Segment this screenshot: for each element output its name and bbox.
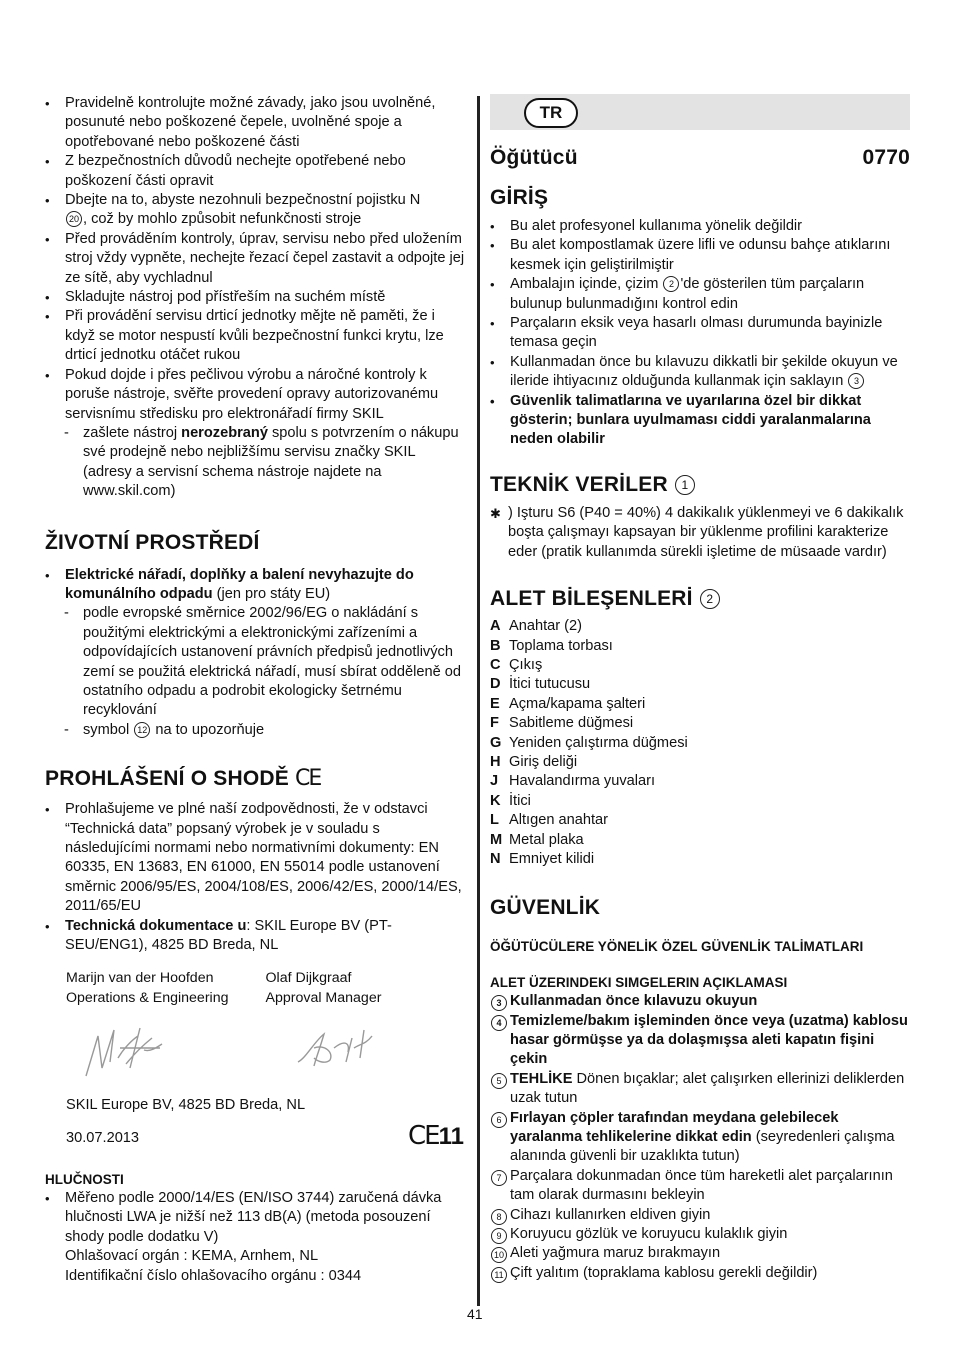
ref-number-icon: 1 bbox=[675, 475, 695, 495]
list-item: B Toplama torbası bbox=[490, 637, 613, 654]
list-item: 9 Koruyucu gözlük ve koruyucu kulaklık giyin bbox=[490, 1225, 910, 1244]
ref-number-icon: 3 bbox=[848, 373, 864, 389]
ref-number-icon: 9 bbox=[491, 1228, 507, 1244]
list-item: • Parçaların eksik veya hasarlı olması durumunda bayinizle temasa geçin bbox=[490, 314, 910, 353]
intro-list bbox=[490, 217, 910, 450]
list-item: K İtici bbox=[490, 792, 531, 809]
ref-number-icon: 12 bbox=[134, 722, 150, 738]
ref-number-icon: 11 bbox=[491, 1267, 507, 1283]
list-item: M Metal plaka bbox=[490, 831, 584, 848]
ref-number-icon: 5 bbox=[491, 1073, 507, 1089]
ce-mark-icon: CE bbox=[408, 1120, 439, 1151]
list-item: 5 TEHLİKE Dönen bıçaklar; alet çalışırken ellerinizi deliklerden uzak tutun bbox=[490, 1070, 910, 1109]
list-item: J Havalandırma yuvaları bbox=[490, 773, 656, 790]
ref-number-icon: 6 bbox=[491, 1112, 507, 1128]
list-item: 7 Parçalara dokunmadan önce tüm hareketli alet parçalarının tam olarak durmasını bekleyin bbox=[490, 1167, 910, 1206]
list-item: • Technická dokumentace u: SKIL Europe BV (PT-SEU/ENG1), 4825 BD Breda, NL bbox=[45, 917, 465, 956]
maintenance-list bbox=[45, 94, 465, 502]
list-item: • Z bezpečnostních důvodů nechejte opotřebené nebo poškození části opravit bbox=[45, 152, 465, 191]
list-item: 10 Aleti yağmura maruz bırakmayın bbox=[490, 1244, 910, 1263]
ce-mark-icon: CE bbox=[295, 766, 321, 792]
declaration-date: 30.07.2013 bbox=[66, 1130, 140, 1147]
ce-year-mark: CE11 bbox=[408, 1120, 464, 1151]
dash-item: - podle evropské směrnice 2002/96/EG o nakládání s použitými elektrickými a elektronickými zařízeními a odpovídajících ustanovení právních předpisů jednotlivých zemí se použitá elektrická nářadí, musí sbírat odděleně od ostatního odpadu a podrobit ekologicky šetrnému recyklování bbox=[45, 604, 465, 720]
ref-number-icon: 7 bbox=[491, 1170, 507, 1186]
ref-number-icon: 2 bbox=[663, 276, 679, 292]
signatories: Marijn van der Hoofden Operations & Engineering Olaf Dijkgraaf Approval Manager bbox=[66, 970, 382, 1006]
signatures bbox=[80, 1018, 465, 1088]
list-item: • Bu alet profesyonel kullanıma yönelik değildir bbox=[490, 217, 910, 236]
ref-number-icon: 2 bbox=[700, 589, 720, 609]
ref-number-icon: 4 bbox=[491, 1015, 507, 1031]
list-item: • Skladujte nástroj pod přístřeším na suchém místě bbox=[45, 288, 465, 307]
section-title-safety: GÜVENLİK bbox=[490, 896, 601, 920]
language-header bbox=[490, 94, 910, 130]
list-item: • Bu alet kompostlamak üzere lifli ve odunsu bahçe atıklarını kesmek için geliştirilmiştir bbox=[490, 236, 910, 275]
signature-icon bbox=[80, 1018, 170, 1082]
list-item: F Sabitleme düğmesi bbox=[490, 715, 634, 732]
list-item: C Çıkış bbox=[490, 656, 543, 673]
symbols-list bbox=[490, 992, 910, 1283]
column-divider bbox=[477, 96, 480, 1306]
company-address: SKIL Europe BV, 4825 BD Breda, NL bbox=[66, 1097, 306, 1114]
list-item: • Při provádění servisu drticí jednotky mějte ně paměti, že i když se motor nespustí kvůli bezpečnostní funkci krytu, lze drticí jednotku otáčet rukou bbox=[45, 307, 465, 365]
list-item: • Ambalajın içinde, çizim 2 'de gösterilen tüm parçaların bulunup bulunmadığını kontrol edin bbox=[490, 275, 910, 314]
page-number: 41 bbox=[467, 1306, 483, 1322]
list-item: L Altıgen anahtar bbox=[490, 812, 608, 829]
section-title-intro: GİRİŞ bbox=[490, 186, 549, 209]
list-item: • Kullanmadan önce bu kılavuzu dikkatli bir şekilde okuyun ve ileride ihtiyacınız olduğunda kullanmak için saklayın 3 bbox=[490, 353, 910, 392]
ref-number-icon: 10 bbox=[491, 1247, 507, 1263]
section-title-noise: HLUČNOSTI bbox=[45, 1171, 124, 1187]
list-item: • Měřeno podle 2000/14/ES (EN/ISO 3744) zaručená dávka hlučnosti LWA je nižší než 113 dB(A) (metoda posouzení shody podle dodatku V) Ohlašovací orgán : KEMA, Arnhem, NL Identifikační číslo ohlašovacího orgánu : 0344 bbox=[45, 1189, 465, 1286]
dash-item: - zašlete nástroj nerozebraný spolu s potvrzením o nákupu své prodejně nebo nejbližšímu servisu značky SKIL (adresy a servisní schema nástroje najdete na www.skil.com) bbox=[45, 424, 465, 502]
list-item: • Prohlašujeme ve plné naší zodpovědnosti, že v odstavci “Technická data” popsaný výrobek je v souladu s následujícími normami nebo normativními dokumenty: EN 60335, EN 13683, EN 61000, EN 55014 podle ustanovení směrnic 2006/95/ES, 2004/108/ES, 2006/42/ES, 2000/14/ES, 2011/65/EU bbox=[45, 800, 465, 916]
section-title-components: ALET BİLEŞENLERİ 2 bbox=[490, 586, 910, 612]
ref-number-icon: 3 bbox=[491, 995, 507, 1011]
section-title-tech: TEKNİK VERİLER 1 bbox=[490, 472, 910, 498]
language-badge: TR bbox=[524, 98, 578, 128]
list-item: 4 Temizleme/bakım işleminden önce veya (uzatma) kablosu hasar görmüşse ya da dolaşmışsa aleti kapatın fişini çekin bbox=[490, 1012, 910, 1070]
list-item: • Dbejte na to, abyste nezohnuli bezpečnostní pojistku N 20 , což by mohlo způsobit nefunkčnosti stroje bbox=[45, 191, 465, 230]
list-item: • Elektrické nářadí, doplňky a balení nevyhazujte do komunálního odpadu (jen pro státy EU) - podle evropské směrnice 2002/96/EG o nakládání s použitými elektrickými a elektronickými zařízeními a odpovídajících ustanovení právních předpisů jednotlivých zemí se použitá elektrická nářadí, musí sbírat odděleně od ostatního odpadu a podrobit ekologicky šetrnému recyklování - symbol 12 na to upozorňuje bbox=[45, 566, 465, 741]
list-item: G Yeniden çalıştırma düğmesi bbox=[490, 734, 688, 751]
list-item: A Anahtar (2) bbox=[490, 618, 583, 635]
safety-subtitle: ÖĞÜTÜCÜLERE YÖNELİK ÖZEL GÜVENLİK TALİMATLARI bbox=[490, 939, 864, 955]
right-column bbox=[490, 94, 910, 1283]
list-item: • Pravidelně kontrolujte možné závady, jako jsou uvolněné, posunuté nebo poškozené čepele, uvolněné spoje a opotřebované nebo poškozené části bbox=[45, 94, 465, 152]
dash-item: - symbol 12 na to upozorňuje bbox=[45, 721, 465, 740]
signature-icon bbox=[294, 1018, 384, 1078]
section-title-declaration: PROHLÁŠENÍ O SHODĚ CE bbox=[45, 766, 321, 792]
tech-note: ✱ ) Işturu S6 (P40 = 40%) 4 dakikalık yüklenmeyi ve 6 dakikalık boşta çalışmayı kapsayan bir yüklenme profilini karakterize eder (pratik kullanımda sürekli işletime de müsaade vardır) bbox=[490, 504, 904, 560]
ref-number-icon: 8 bbox=[491, 1209, 507, 1225]
list-item: D İtici tutucusu bbox=[490, 676, 591, 693]
asterisk-icon: ✱ bbox=[490, 505, 501, 521]
list-item: • Pokud dojde i přes pečlivou výrobu a náročné kontroly k poruše nástroje, svěřte provedení opravy autorizovanému servisnímu středisku pro elektronářadí firmy SKIL - zašlete nástroj nerozebraný spolu s potvrzením o nákupu své prodejně nebo nejbližšímu servisu značky SKIL (adresy a servisní schema nástroje najdete na www.skil.com) bbox=[45, 366, 465, 502]
section-title-environment: ŽIVOTNÍ PROSTŘEDÍ bbox=[45, 530, 260, 554]
noise-list bbox=[45, 1189, 465, 1286]
list-item: 11 Çift yalıtım (topraklama kablosu gerekli değildir) bbox=[490, 1264, 910, 1283]
list-item: H Giriş deliği bbox=[490, 753, 578, 770]
declaration-list bbox=[45, 800, 465, 955]
list-item: N Emniyet kilidi bbox=[490, 850, 595, 867]
list-item: • Před prováděním kontroly, úprav, servisu nebo před uložením stroj vždy vypněte, nechejte řezací čepel zastavit a odpojte jej ze sítě, aby vychladnul bbox=[45, 230, 465, 288]
list-item: 6 Fırlayan çöpler tarafından meydana gelebilecek yaralanma tehlikelerine dikkat edin (seyredenleri çalışma alanında güvenli bir uzaklıkta tutun) bbox=[490, 1109, 910, 1167]
list-item: E Açma/kapama şalteri bbox=[490, 695, 646, 712]
components-list bbox=[490, 617, 910, 869]
symbols-subtitle: ALET ÜZERINDEKI SIMGELERIN AÇIKLAMASI bbox=[490, 974, 788, 990]
list-item: 3 Kullanmadan önce kılavuzu okuyun bbox=[490, 992, 910, 1011]
environment-list bbox=[45, 566, 465, 741]
list-item: • Güvenlik talimatlarına ve uyarılarına özel bir dikkat gösterin; bunlara uyulmaması ciddi yaralanmalarına neden olabilir bbox=[490, 392, 910, 450]
list-item: 8 Cihazı kullanırken eldiven giyin bbox=[490, 1206, 910, 1225]
product-title: Öğütücü 0770 bbox=[490, 146, 910, 169]
ref-number-icon: 20 bbox=[66, 211, 82, 227]
left-column bbox=[45, 94, 465, 1286]
